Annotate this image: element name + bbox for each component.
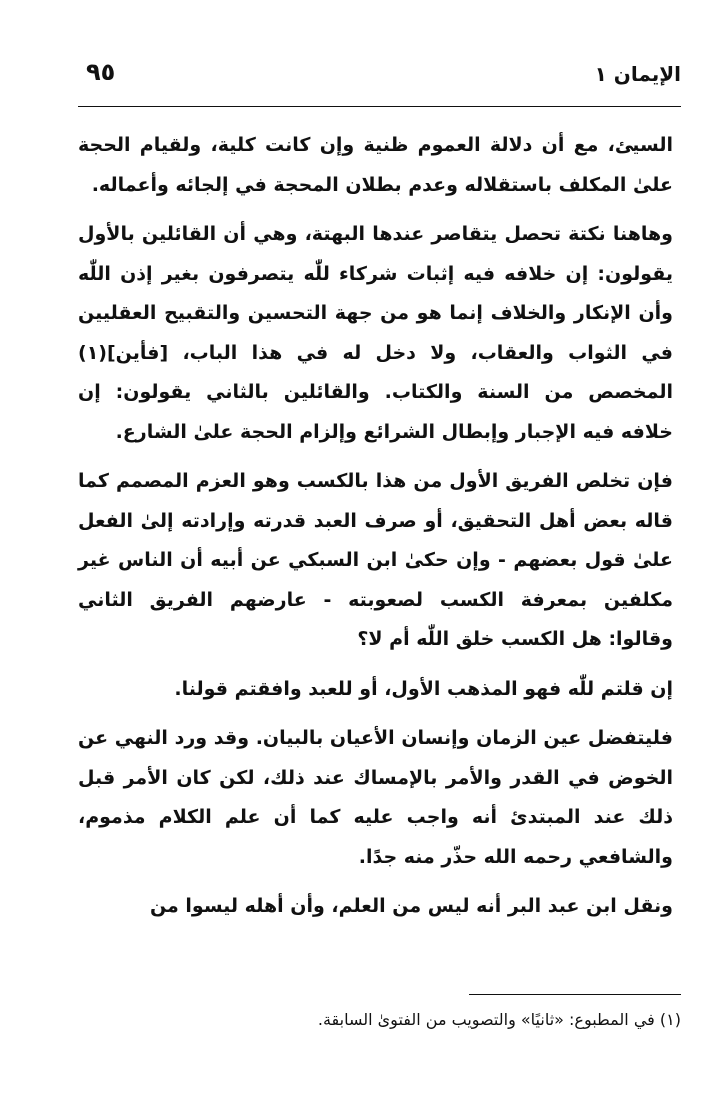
footnote-rule bbox=[469, 994, 681, 995]
footnote: (١) في المطبوع: «ثانيًا» والتصويب من الفتوىٰ السابقة. bbox=[317, 1010, 681, 1029]
paragraph-2: وهاهنا نكتة تحصل يتقاصر عندها البهتة، وهي أن القائلين بالأول يقولون: إن خلافه فيه إثبات شركاء للّٰه يتصرفون بغير إذن اللّٰه وأن الإنكار والخلاف إنما هو من جهة التحسين والتقبيح العقليين في الثواب والعقاب، ولا دخل له في هذا الباب، [فأين](١) المخصص من السنة والكتاب. والقائلين بالثاني يقولون: إن خلافه فيه الإجبار وإبطال الشرائع وإلزام الحجة علىٰ الشارع. bbox=[78, 223, 673, 443]
paragraph-4: إن قلتم للّٰه فهو المذهب الأول، أو للعبد وافقتم قولنا. bbox=[174, 677, 673, 700]
paragraph-5: فليتفضل عين الزمان وإنسان الأعيان بالبيان. وقد ورد النهي عن الخوض في القدر والأمر بالإمساك عند ذلك، لكن كان الأمر قبل ذلك عند المبتدئ أنه واجب عليه كما أن علم الكلام مذموم، والشافعي رحمه الله حذّر منه جدًا. bbox=[78, 727, 673, 868]
page-number: ٩٥ bbox=[86, 58, 116, 86]
header-rule bbox=[78, 106, 681, 107]
paragraph-6: ونقل ابن عبد البر أنه ليس من العلم، وأن أهله ليسوا من bbox=[149, 895, 673, 917]
body-text bbox=[78, 126, 673, 937]
paragraph-1: السيئ، مع أن دلالة العموم ظنية وإن كانت كلية، ولقيام الحجة علىٰ المكلف باستقلاله وعدم بطلان المحجة في إلجائه وأعماله. bbox=[78, 134, 673, 196]
paragraph-3: فإن تخلص الفريق الأول من هذا بالكسب وهو العزم المصمم كما قاله بعض أهل التحقيق، أو صرف العبد قدرته وإرادته إلىٰ الفعل علىٰ قول بعضهم - وإن حكىٰ ابن السبكي عن أبيه أن الناس غير مكلفين بمعرفة الكسب لصعوبته - عارضهم الفريق الثاني وقالوا: هل الكسب خلق اللّٰه أم لا؟ bbox=[78, 470, 673, 650]
running-title: الإيمان ١ bbox=[594, 62, 681, 86]
